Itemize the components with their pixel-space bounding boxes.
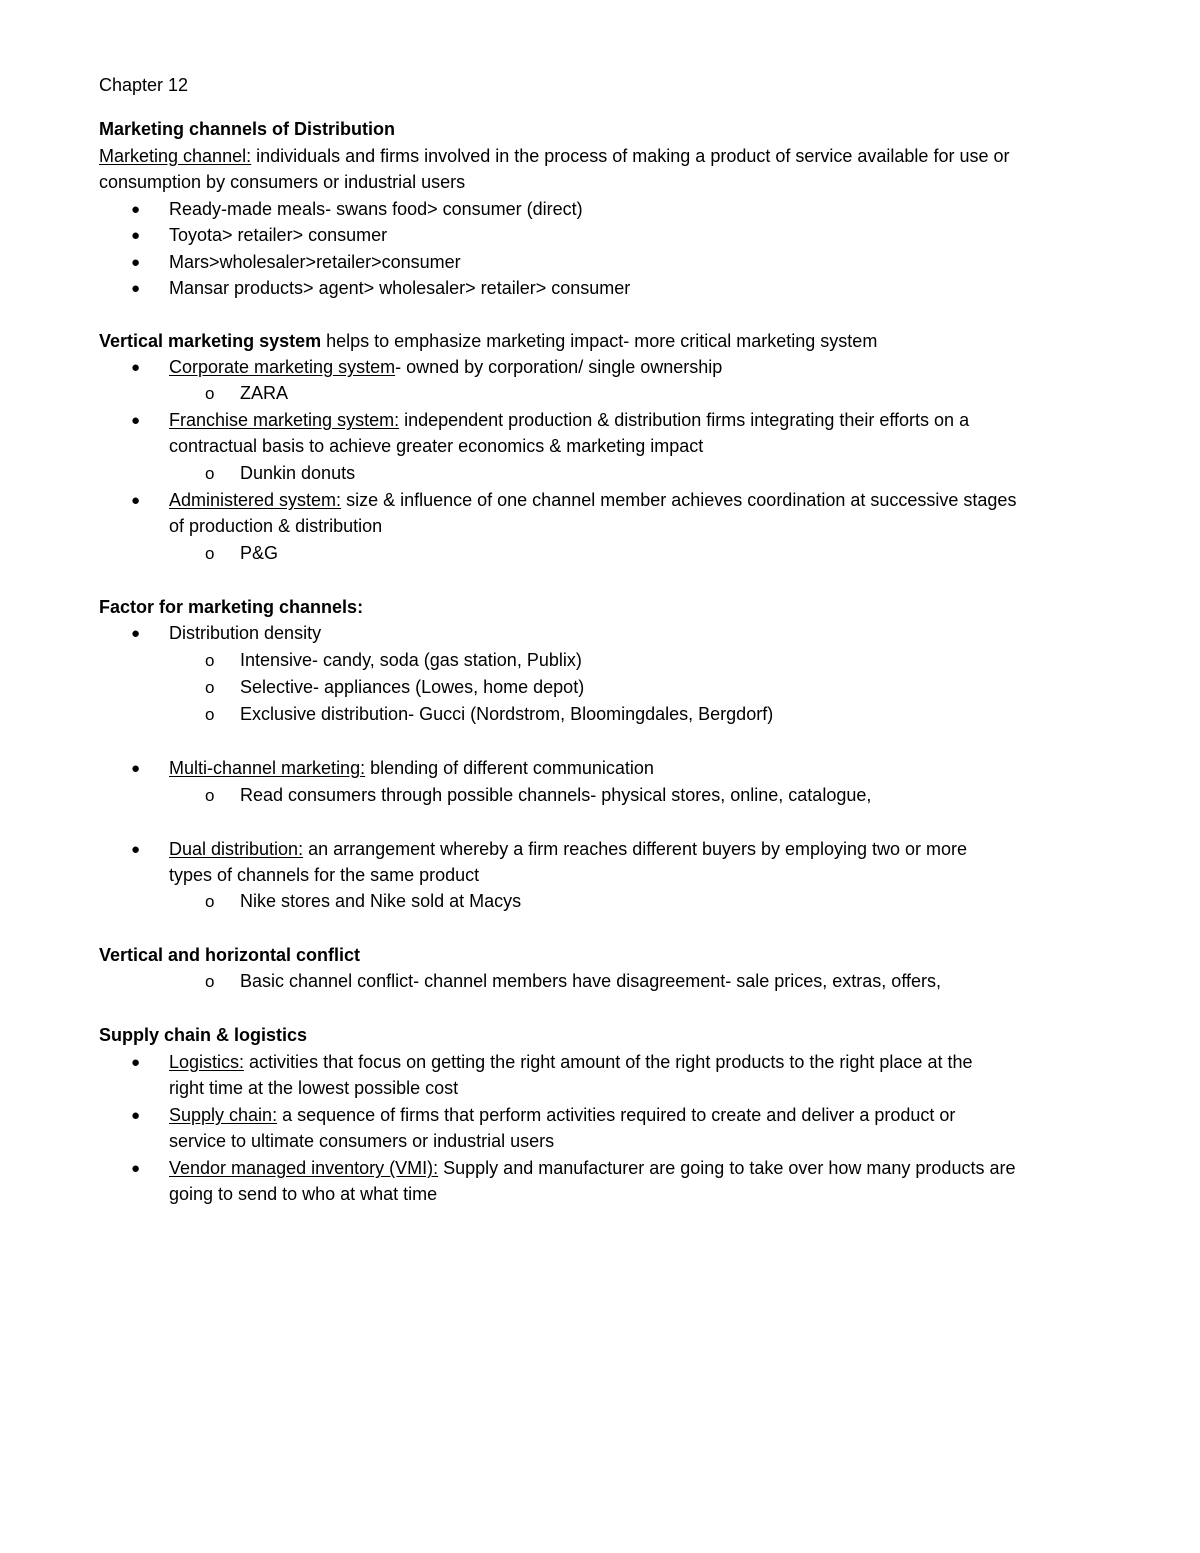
section-title: Marketing channels of Distribution xyxy=(99,119,396,139)
term-text: a sequence of firms that perform activities required to create and deliver a product or xyxy=(277,1105,956,1125)
chapter-heading: Chapter 12 xyxy=(99,75,189,95)
bullet-icon: ● xyxy=(131,227,141,244)
bullet-icon: ● xyxy=(131,841,141,858)
bullet-icon: ● xyxy=(131,201,141,218)
list-item-continued xyxy=(0,1075,1200,1102)
list-item-text: Mars>wholesaler>retailer>consumer xyxy=(169,252,461,272)
term: Franchise marketing system: xyxy=(169,410,400,430)
section-title: Supply chain & logistics xyxy=(99,1025,308,1045)
sub-list-item xyxy=(0,968,1200,995)
sub-list-item-text: Intensive- candy, soda (gas station, Publix) xyxy=(240,650,582,670)
sub-list-item-text: Nike stores and Nike sold at Macys xyxy=(240,891,522,911)
list-item xyxy=(0,354,1200,381)
sub-bullet-icon: o xyxy=(205,384,215,403)
term: Multi-channel marketing: xyxy=(169,758,366,778)
chapter-heading-line xyxy=(0,72,1200,99)
section-title: Factor for marketing channels: xyxy=(99,597,364,617)
term: Administered system: xyxy=(169,490,342,510)
bullet-icon: ● xyxy=(131,1107,141,1124)
list-item-text: Mansar products> agent> wholesaler> retailer> consumer xyxy=(169,278,631,298)
definition-line xyxy=(0,143,1200,170)
term-text: right time at the lowest possible cost xyxy=(169,1078,459,1098)
sub-bullet-icon: o xyxy=(205,705,215,724)
sub-list-item xyxy=(0,701,1200,728)
list-item xyxy=(0,275,1200,302)
sub-bullet-icon: o xyxy=(205,651,215,670)
definition-text: individuals and firms involved in the process of making a product of service available for use or xyxy=(251,146,1010,166)
sub-bullet-icon: o xyxy=(205,786,215,805)
sub-list-item xyxy=(0,674,1200,701)
list-item xyxy=(0,620,1200,647)
term: Dual distribution: xyxy=(169,839,304,859)
definition-term: Marketing channel: xyxy=(99,146,252,166)
sub-list-item-text: Read consumers through possible channels- physical stores, online, catalogue, xyxy=(240,785,872,805)
term-text: independent production & distribution firms integrating their efforts on a xyxy=(399,410,970,430)
list-item xyxy=(0,1155,1200,1182)
sub-list-item xyxy=(0,380,1200,407)
term-text: types of channels for the same product xyxy=(169,865,480,885)
bullet-icon: ● xyxy=(131,1054,141,1071)
list-item-continued xyxy=(0,862,1200,889)
definition-line xyxy=(0,169,1200,196)
list-item-text: Distribution density xyxy=(169,623,322,643)
sub-list-item xyxy=(0,888,1200,915)
term-text: contractual basis to achieve greater economics & marketing impact xyxy=(169,436,704,456)
section-title: Vertical marketing system xyxy=(99,331,322,351)
list-item-text: Ready-made meals- swans food> consumer (direct) xyxy=(169,199,583,219)
bullet-icon: ● xyxy=(131,280,141,297)
section-title-line xyxy=(0,594,1200,621)
term: Supply chain: xyxy=(169,1105,278,1125)
bullet-icon: ● xyxy=(131,760,141,777)
list-item xyxy=(0,1102,1200,1129)
sub-bullet-icon: o xyxy=(205,972,215,991)
list-item-text: Toyota> retailer> consumer xyxy=(169,225,388,245)
bullet-icon: ● xyxy=(131,254,141,271)
bullet-icon: ● xyxy=(131,412,141,429)
list-item xyxy=(0,836,1200,863)
list-item xyxy=(0,249,1200,276)
list-item xyxy=(0,487,1200,514)
sub-bullet-icon: o xyxy=(205,678,215,697)
sub-list-item xyxy=(0,782,1200,809)
bullet-icon: ● xyxy=(131,492,141,509)
term-text: - owned by corporation/ single ownership xyxy=(395,357,723,377)
sub-bullet-icon: o xyxy=(205,464,215,483)
section-title-text: helps to emphasize marketing impact- more critical marketing system xyxy=(321,331,878,351)
section-title-line xyxy=(0,1022,1200,1049)
list-item xyxy=(0,196,1200,223)
bullet-icon: ● xyxy=(131,625,141,642)
list-item xyxy=(0,407,1200,434)
list-item-continued xyxy=(0,1128,1200,1155)
term: Vendor managed inventory (VMI): xyxy=(169,1158,439,1178)
list-item xyxy=(0,222,1200,249)
sub-list-item-text: P&G xyxy=(240,543,279,563)
sub-list-item-text: ZARA xyxy=(240,383,289,403)
term-text: service to ultimate consumers or industrial users xyxy=(169,1131,555,1151)
bullet-icon: ● xyxy=(131,1160,141,1177)
sub-list-item-text: Selective- appliances (Lowes, home depot) xyxy=(240,677,585,697)
sub-list-item xyxy=(0,647,1200,674)
list-item-continued xyxy=(0,513,1200,540)
definition-text: consumption by consumers or industrial users xyxy=(99,172,466,192)
section-title-line xyxy=(0,328,1200,355)
sub-bullet-icon: o xyxy=(205,544,215,563)
sub-list-item-text: Exclusive distribution- Gucci (Nordstrom, Bloomingdales, Bergdorf) xyxy=(240,704,774,724)
term-text: of production & distribution xyxy=(169,516,383,536)
sub-list-item-text: Dunkin donuts xyxy=(240,463,356,483)
term-text: activities that focus on getting the right amount of the right products to the right place at the xyxy=(244,1052,973,1072)
term-text: blending of different communication xyxy=(365,758,654,778)
term-text: an arrangement whereby a firm reaches different buyers by employing two or more xyxy=(303,839,968,859)
list-item xyxy=(0,755,1200,782)
sub-list-item xyxy=(0,540,1200,567)
term-text: going to send to who at what time xyxy=(169,1184,438,1204)
section-title-line xyxy=(0,942,1200,969)
term: Logistics: xyxy=(169,1052,245,1072)
sub-list-item xyxy=(0,460,1200,487)
bullet-icon: ● xyxy=(131,359,141,376)
list-item-continued xyxy=(0,433,1200,460)
sub-bullet-icon: o xyxy=(205,892,215,911)
term-text: Supply and manufacturer are going to take over how many products are xyxy=(438,1158,1016,1178)
sub-list-item-text: Basic channel conflict- channel members have disagreement- sale prices, extras, offers, xyxy=(240,971,941,991)
list-item-continued xyxy=(0,1181,1200,1208)
list-item xyxy=(0,1049,1200,1076)
term: Corporate marketing system xyxy=(169,357,396,377)
term-text: size & influence of one channel member achieves coordination at successive stages xyxy=(341,490,1017,510)
section-title: Vertical and horizontal conflict xyxy=(99,945,361,965)
section-title-line xyxy=(0,116,1200,143)
